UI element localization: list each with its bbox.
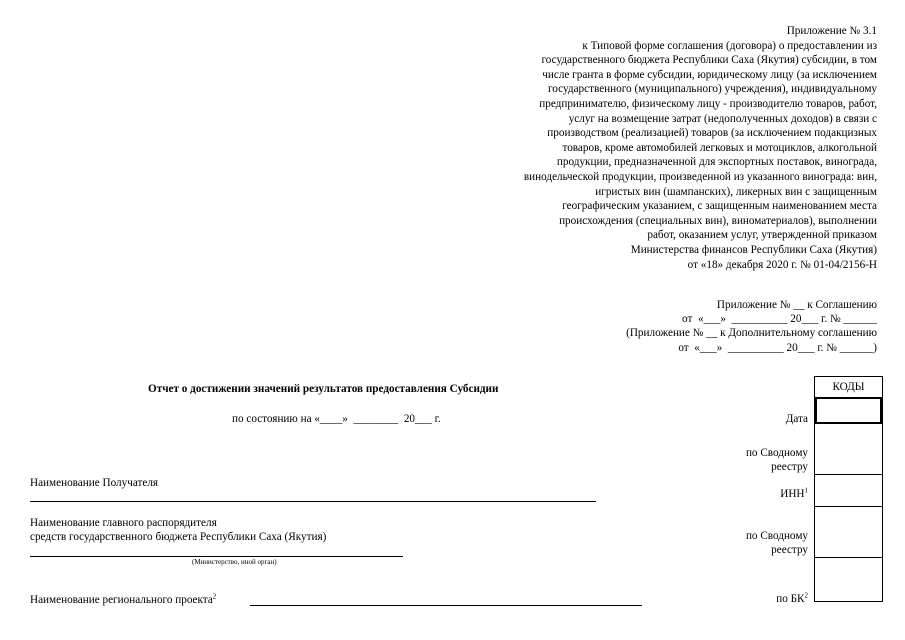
project-footnote: 2 xyxy=(212,592,217,601)
appendix-line: государственного (муниципального) учреждения), индивидуальному xyxy=(548,83,877,96)
appendix-line: государственного бюджета Республики Саха (Якутия) субсидии, в том xyxy=(541,54,877,67)
appendix-line: числе гранта в форме субсидии, юридическому лицу (за исключением xyxy=(542,68,877,81)
appendix-line: происхождения (специальных вин), виноматериалов), выполнении xyxy=(559,214,877,227)
registry-code-cell-2[interactable] xyxy=(815,507,882,558)
appendix-line: услуг на возмещение затрат (недополученных доходов) в связи с xyxy=(568,112,877,125)
appendix-line: игристых вин (шампанских), ликерных вин с защищенным xyxy=(595,185,877,198)
recipient-label: Наименование Получателя xyxy=(30,477,159,489)
appendix-line: от «18» декабря 2020 г. № 01-04/2156-Н xyxy=(687,258,877,271)
registry-label-2: по Сводному реестру xyxy=(745,530,808,556)
appendix-line: товаров, кроме автомобилей легковых и мотоциклов, алкогольной xyxy=(562,141,877,154)
manager-line xyxy=(30,556,403,557)
bk-label-text: по БК xyxy=(776,593,805,605)
registry-label-1: по Сводному реестру xyxy=(745,447,808,473)
inn-label xyxy=(780,487,808,501)
appendix-line: продукции, предназначенной для экспортных поставок, винограда, xyxy=(556,156,877,169)
report-date: по состоянию на «____» ________ 20___ г. xyxy=(232,413,441,425)
agreement-reference xyxy=(517,298,877,355)
appendix-line: географическим указанием, с защищенным наименованием места xyxy=(562,200,877,213)
bk-label xyxy=(776,592,808,606)
agreement-line-3: (Приложение № __ к Дополнительному соглашению xyxy=(626,327,877,340)
appendix-line: к Типовой форме соглашения (договора) о предоставлении из xyxy=(582,39,877,52)
inn-footnote: 1 xyxy=(804,486,808,495)
codes-table xyxy=(814,376,883,602)
date-code-cell[interactable] xyxy=(815,397,882,424)
recipient-line xyxy=(30,501,596,502)
inn-label-text: ИНН xyxy=(780,488,805,500)
bk-footnote: 2 xyxy=(804,591,808,600)
appendix-line: работ, оказанием услуг, утвержденной приказом xyxy=(647,229,877,242)
codes-header: КОДЫ xyxy=(832,381,865,393)
appendix-line: предпринимателю, физическому лицу - производителю товаров, работ, xyxy=(539,97,877,110)
bk-code-cell[interactable] xyxy=(815,558,882,601)
appendix-line: производством (реализацией) товаров (за исключением подакцизных xyxy=(547,127,877,140)
manager-label-line1: Наименование главного распорядителя xyxy=(30,517,217,529)
manager-note: (Министерство, иной орган) xyxy=(192,558,277,566)
appendix-line: Министерства финансов Республики Саха (Якутия) xyxy=(630,243,877,256)
project-label xyxy=(30,593,216,607)
project-line xyxy=(250,605,642,606)
agreement-line-2: от «___» __________ 20___ г. № ______ xyxy=(682,313,877,326)
project-label-text: Наименование регионального проекта xyxy=(30,594,213,606)
registry-code-cell-1[interactable] xyxy=(815,424,882,475)
manager-label-line2: средств государственного бюджета Республики Саха (Якутия) xyxy=(30,531,327,543)
agreement-line-4: от «___» __________ 20___ г. № ______) xyxy=(678,341,877,354)
report-title: Отчет о достижении значений результатов предоставления Субсидии xyxy=(148,383,499,395)
appendix-line: винодельческой продукции, произведенной из указанного винограда: вин, xyxy=(523,170,877,183)
appendix-line: Приложение № 3.1 xyxy=(786,25,877,37)
date-label: Дата xyxy=(785,413,808,425)
inn-code-cell[interactable] xyxy=(815,475,882,507)
agreement-line-1: Приложение № __ к Соглашению xyxy=(716,299,877,311)
appendix-header xyxy=(447,24,877,272)
